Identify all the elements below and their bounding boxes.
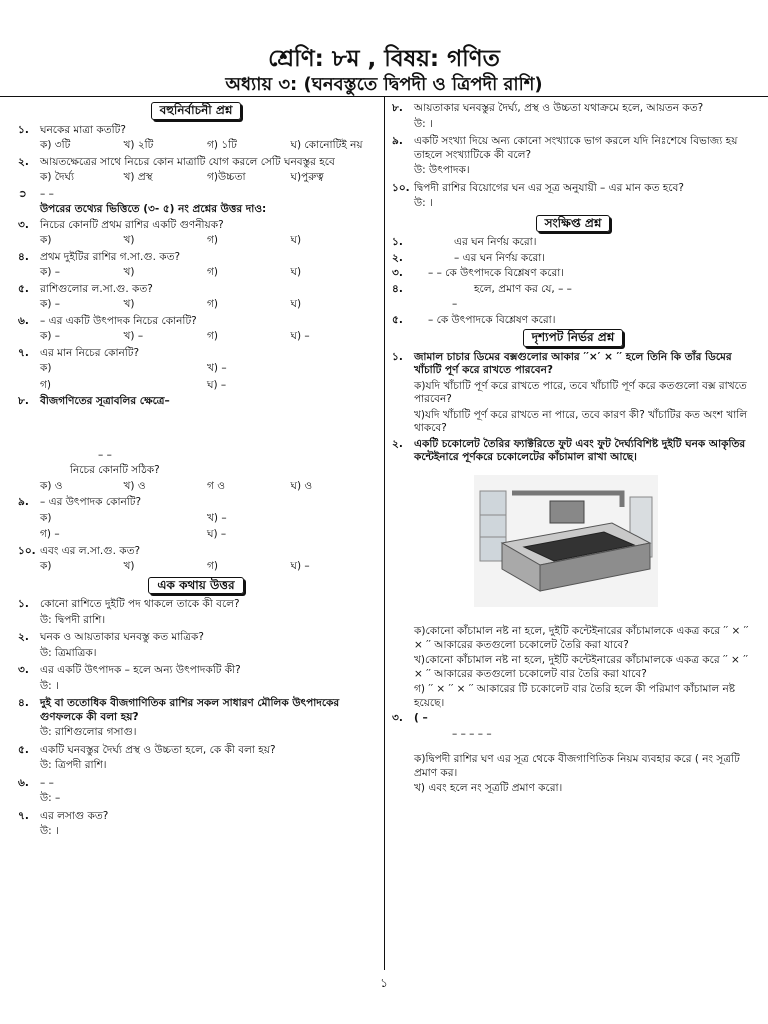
- question: [392, 438, 754, 465]
- question-text: – –: [40, 776, 54, 789]
- question: [18, 598, 374, 612]
- question: [18, 251, 374, 265]
- question-number: ১.: [392, 236, 403, 248]
- option: ক): [40, 234, 52, 246]
- sub-question: গ) ′′ × ′′ × ′′ আকারের টি চকোলেট বার তৈরি হলে কী পরিমাণ কাঁচামাল নষ্ট হয়েছে।: [414, 683, 736, 709]
- question: [18, 283, 374, 297]
- question: [392, 236, 754, 250]
- question: [18, 496, 374, 510]
- question: [18, 219, 374, 233]
- formula-line: – – – – –: [452, 727, 492, 740]
- option: ক) –: [40, 330, 61, 342]
- options: [18, 362, 374, 376]
- question-number: ৩.: [18, 664, 29, 676]
- option: খ): [123, 298, 135, 310]
- option: গ): [207, 234, 218, 246]
- question-number: ১.: [18, 123, 29, 136]
- option: খ) –: [207, 511, 227, 524]
- sub-question: খ)কোনো কাঁচামাল নষ্ট না হলে, দুইটি কন্টেইনারের কাঁচামালকে একত্র করে ′′ × ′′ × ′′ আকারের কতগুলো চকোলেট বার তৈরি করা যাবে?: [414, 654, 748, 680]
- option: ঘ) –: [290, 560, 310, 572]
- question: [18, 631, 374, 645]
- column-divider: [384, 97, 385, 970]
- question-number: ২.: [18, 631, 29, 643]
- question: [392, 182, 754, 196]
- question-text: ( –: [414, 712, 428, 724]
- answer: উ: ।: [40, 679, 59, 692]
- question-text: – – কে উৎপাদকে বিশ্লেষণ করো।: [428, 267, 565, 279]
- chocolate-machine-illustration: [472, 473, 660, 609]
- question: [392, 102, 754, 116]
- question: [18, 744, 374, 758]
- option: ঘ)পুরুত্ব: [290, 171, 324, 183]
- question-number: ৩.: [392, 712, 403, 724]
- option: খ): [123, 234, 135, 246]
- question-text: একটি সংখ্যা দিয়ে অন্য কোনো সংখ্যাকে ভাগ করলে যদি নিঃশেষে বিভাজ্য হয় তাহলে সংখ্যাটিকে কী বলে?: [414, 135, 738, 161]
- answer: উ: –: [40, 792, 61, 804]
- question-number: ৪.: [392, 282, 403, 295]
- question: [18, 810, 374, 824]
- question-text: হলে, প্রমাণ কর যে, – –: [474, 282, 572, 295]
- option: খ) ও: [123, 479, 146, 492]
- option: ঘ) কোনোটিই নয়: [290, 139, 363, 151]
- question-text: এর মান নিচের কোনটি?: [40, 346, 140, 359]
- option: গ): [207, 560, 218, 572]
- question-text: বীজগণিতের সূত্রাবলির ক্ষেত্রে–: [40, 395, 170, 407]
- mcq-section-title: বহুনির্বাচনী প্রশ্ন: [151, 102, 242, 120]
- question-text: এর ঘন নির্ণয় করো।: [454, 236, 537, 248]
- question-number: ২.: [18, 155, 29, 168]
- question-text: দ্বিপদী রাশির বিয়োগের ঘন এর সূত্র অনুযায়ী – এর মান কত হবে?: [414, 181, 684, 194]
- question-number: ৫.: [18, 743, 29, 756]
- option: গ): [207, 298, 218, 310]
- option: ক) ৩টি: [40, 139, 71, 151]
- left-column: [18, 100, 374, 843]
- option: ক) –: [40, 298, 61, 310]
- question-number: ৩.: [392, 267, 403, 279]
- question-text: জামাল চাচার ডিমের বক্সগুলোর আকার ′′×′ × ′′ হলে তিনি কি তাঁর ডিমের খাঁচাটি পূর্ণ করে রাখতে পারবেন?: [414, 350, 732, 376]
- question: [18, 777, 374, 791]
- question: [392, 135, 754, 162]
- chapter-subtitle: অধ্যায় ৩: (ঘনবস্তুতে দ্বিপদী ও ত্রিপদী রাশি): [225, 74, 543, 95]
- options: [18, 330, 374, 344]
- sub-question: খ)যদি খাঁচাটি পূর্ণ করে রাখতে না পারে, তবে কারণ কী? খাঁচাটির কত অংশ খালি থাকবে?: [414, 408, 748, 434]
- question-text: – এর ঘন নির্ণয় করো।: [454, 251, 546, 264]
- question: [18, 545, 374, 559]
- sub-question: ক)কোনো কাঁচামাল নষ্ট না হলে, দুইটি কন্টেইনারের কাঁচামালকে একত্র করে ′′ × ′′ × ′′ আকারের কতগুলো চকোলেট তৈরি করা যাবে?: [414, 625, 749, 651]
- question-text: এর লসাগু কত?: [40, 809, 109, 822]
- question-text: রাশিগুলোর ল.সা.গু. কত?: [40, 282, 153, 295]
- question-text: প্রথম দুইটির রাশির গ.সা.গু. কত?: [40, 250, 181, 263]
- question-number: ১.: [392, 350, 403, 363]
- option: ঘ): [290, 266, 302, 278]
- pointer-icon: ➲: [18, 187, 27, 200]
- option: খ) ২টি: [123, 139, 154, 151]
- options: [18, 379, 374, 393]
- question-number: ৭.: [18, 346, 29, 359]
- question-number: ৮.: [392, 102, 403, 114]
- question-number: ৬.: [18, 314, 29, 327]
- sub-question: ক)দ্বিপদী রাশির ঘণ এর সূত্র থেকে বীজগাণিতিক নিয়ম ব্যবহার করে ( নং সূত্রটি প্রমাণ কর।: [414, 753, 740, 779]
- question-text: ঘনক ও আয়তাকার ঘনবস্তু কত মাত্রিক?: [40, 631, 204, 643]
- formula-dashes: – –: [98, 448, 112, 461]
- options: [18, 139, 374, 153]
- question-number: ৫.: [392, 313, 403, 326]
- question-text: নিচের কোনটি প্রথম রাশির একটি গুণনীয়ক?: [40, 218, 224, 231]
- spacer: [392, 743, 754, 751]
- option: গ): [207, 266, 218, 278]
- answer: উ: দ্বিপদী রাশি।: [40, 613, 106, 626]
- question: [18, 124, 374, 138]
- answer: উ: উৎপাদক।: [414, 164, 470, 176]
- question: [18, 315, 374, 329]
- question-extra: –: [452, 298, 458, 310]
- formula-space: [18, 411, 374, 447]
- hopper: [550, 501, 584, 523]
- option: ক): [40, 560, 52, 572]
- option: খ): [123, 266, 135, 278]
- question: [392, 314, 754, 328]
- option: গ) ১টি: [207, 139, 237, 151]
- question-text: – কে উৎপাদকে বিশ্লেষণ করো।: [428, 313, 556, 326]
- context-text: – –: [40, 187, 54, 200]
- question-number: ১.: [18, 598, 29, 610]
- question-text: ঘনকের মাত্রা কতটি?: [40, 123, 126, 136]
- answer: উ: রাশিগুলোর গসাগু।: [40, 726, 137, 738]
- option: খ) –: [207, 362, 227, 374]
- question-number: ৩.: [18, 218, 29, 231]
- option: গ) –: [40, 528, 60, 540]
- option: ঘ) –: [207, 378, 227, 391]
- option: খ) প্রস্থ: [123, 171, 153, 183]
- option: ঘ): [290, 234, 302, 246]
- sub-question: ক)যদি খাঁচাটি পূর্ণ করে রাখতে পারে, তবে খাঁচাটি পূর্ণ করে কতগুলো বক্স রাখতে পারবেন?: [414, 379, 747, 405]
- page-number: ১: [380, 976, 388, 990]
- options: [18, 528, 374, 542]
- question-text: এর একটি উৎপাদক – হলে অন্য উৎপাদকটি কী?: [40, 664, 241, 676]
- options: [18, 560, 374, 574]
- question-number: ৭.: [18, 809, 29, 822]
- question: [392, 351, 754, 378]
- sub-question: খ) এবং হলে নং সূত্রটি প্রমাণ করো।: [414, 782, 563, 794]
- option: গ): [40, 378, 51, 391]
- options: [18, 266, 374, 280]
- question: [392, 267, 754, 281]
- question: [18, 697, 374, 724]
- question: [392, 283, 754, 297]
- page-title: শ্রেণি: ৮ম , বিষয়: গণিত: [268, 46, 500, 72]
- question: [18, 347, 374, 361]
- question-number: ১০.: [18, 544, 36, 557]
- scenario-section-title: দৃশ্যপট নির্ভর প্রশ্ন: [523, 329, 624, 347]
- question-number: ৪.: [18, 250, 29, 263]
- option: গ): [207, 330, 218, 342]
- answer: উ: ।: [414, 197, 433, 209]
- answer: উ: ।: [414, 117, 433, 130]
- question-subtext: নিচের কোনটি সঠিক?: [70, 464, 160, 476]
- question-text: – এর একটি উৎপাদক নিচের কোনটি?: [40, 314, 197, 327]
- options: [18, 298, 374, 312]
- question-text: দুই বা ততোধিক বীজগাণিতিক রাশির সকল সাধারণ মৌলিক উৎপাদকের গুণফলকে কী বলা হয়?: [40, 697, 340, 723]
- question-number: ৫.: [18, 282, 29, 295]
- question: [392, 712, 754, 726]
- option: ক) ও: [40, 479, 63, 492]
- question: [18, 156, 374, 170]
- option: ঘ) –: [207, 528, 227, 540]
- options: [18, 480, 374, 494]
- question-text: আয়তাকার ঘনবস্তুর দৈর্ঘ্য, প্রস্থ ও উচ্চতা যথাক্রমে হলে, আয়তন কত?: [414, 102, 704, 114]
- answer: উ: ত্রিপদী রাশি।: [40, 759, 107, 771]
- option: গ ও: [207, 479, 225, 492]
- question: [392, 252, 754, 266]
- option: ঘ): [290, 298, 302, 310]
- instruction: উপরের তথ্যের ভিত্তিতে (৩- ৫) নং প্রশ্নের উত্তর দাও:: [40, 203, 267, 215]
- question-number: ১০.: [392, 181, 410, 194]
- right-column: [392, 100, 754, 798]
- question-number: ৯.: [18, 496, 29, 508]
- option: খ): [123, 560, 135, 572]
- option: ঘ) ও: [290, 479, 313, 492]
- answer: উ: ত্রিমাত্রিক।: [40, 646, 97, 659]
- question-text: কোনো রাশিতে দুইটি পদ থাকলে তাকে কী বলে?: [40, 598, 240, 610]
- option: ক): [40, 362, 52, 374]
- option: ক) দৈর্ঘ্য: [40, 171, 75, 183]
- option: ক): [40, 511, 52, 524]
- question-text: এবং এর ল.সা.গু. কত?: [40, 544, 141, 557]
- option: গ)উচ্চতা: [207, 171, 246, 183]
- option: খ) –: [123, 330, 144, 342]
- question-number: ৯.: [392, 135, 403, 147]
- question-number: ৮.: [18, 395, 29, 407]
- brief-section-title: সংক্ষিপ্ত প্রশ্ন: [536, 215, 611, 233]
- question-number: ৪.: [18, 697, 29, 709]
- answer: উ: ।: [40, 825, 59, 837]
- question-text: একটি ঘনবস্তুর দৈর্ঘ্য প্রস্থ ও উচ্চতা হলে, কে কী বলা হয়?: [40, 743, 276, 756]
- one-word-section-title: এক কথায় উত্তর: [148, 577, 243, 595]
- question-text: – এর উৎপাদক কোনটি?: [40, 496, 142, 508]
- options: [18, 234, 374, 248]
- question: [18, 664, 374, 678]
- question-number: ৬.: [18, 776, 29, 789]
- question-text: আয়তক্ষেত্রের সাথে নিচের কোন মাত্রাটি যোগ করলে সেটি ঘনবস্তুর হবে: [40, 155, 335, 168]
- context-line: [18, 188, 374, 202]
- option: ক) –: [40, 266, 61, 278]
- question-number: ২.: [392, 437, 403, 450]
- option: ঘ) –: [290, 330, 310, 342]
- question: [18, 395, 374, 409]
- options: [18, 512, 374, 526]
- options: [18, 171, 374, 185]
- question-text: একটি চকোলেট তৈরির ফ্যাক্টরিতে ফুট এবং ফুট দৈর্ঘ্যবিশিষ্ট দুইটি ঘনক আকৃতির কন্টেইনারে পূর্ণকরে চকোলেটের কাঁচামাল রাখা আছে।: [414, 437, 746, 463]
- question-number: ২.: [392, 251, 403, 264]
